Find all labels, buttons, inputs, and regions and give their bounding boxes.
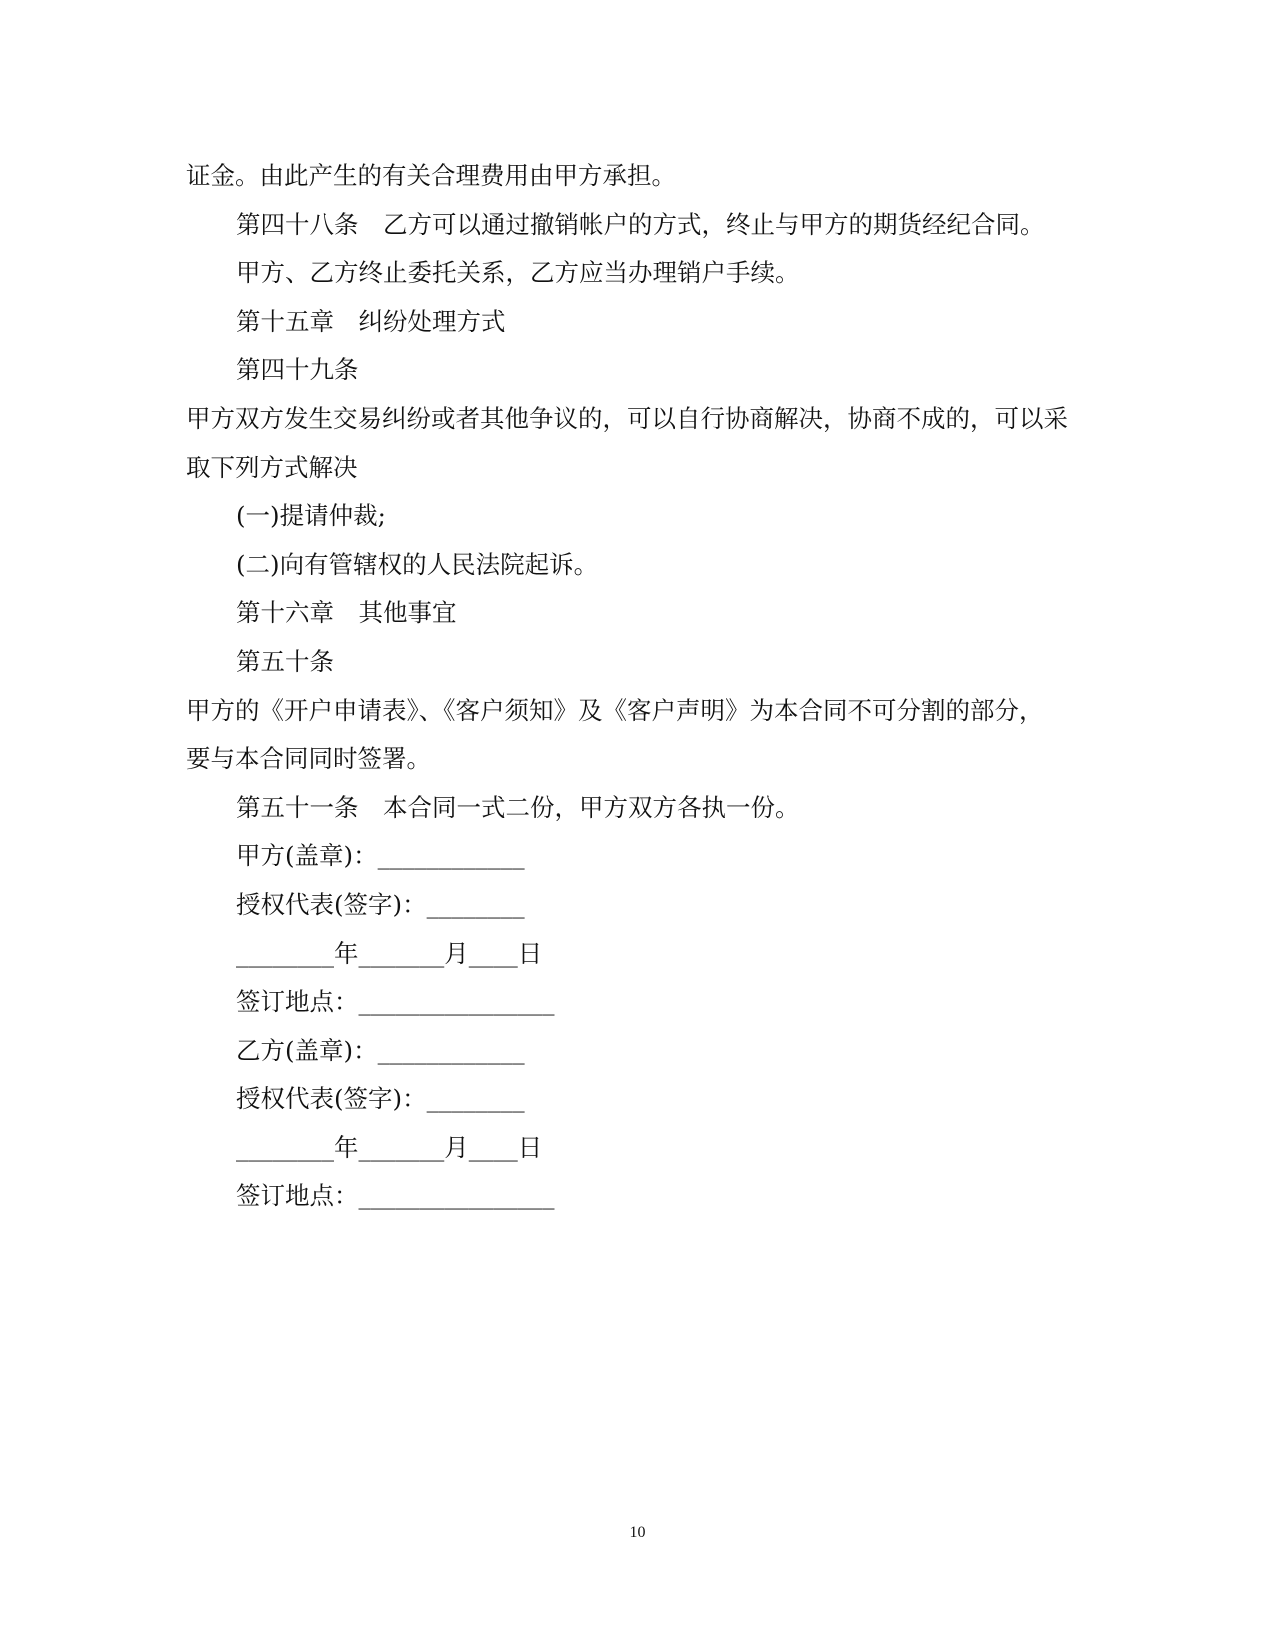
party-b-location-line: 签订地点：________________ xyxy=(236,1181,555,1211)
document-body xyxy=(186,152,1106,1221)
party-b-seal-line: 乙方(盖章)：____________ xyxy=(236,1035,525,1065)
text-line-3: 甲方、乙方终止委托关系，乙方应当办理销户手续。 xyxy=(236,258,800,288)
text-line-1: 证金。由此产生的有关合理费用由甲方承担。 xyxy=(186,161,676,190)
chapter-16-heading: 第十六章 其他事宜 xyxy=(236,598,457,628)
text-line-13: 要与本合同同时签署。 xyxy=(186,744,431,774)
list-item-arbitration: (一)提请仲裁; xyxy=(236,501,386,531)
party-b-date-line: ________年_______月____日 xyxy=(236,1132,543,1162)
list-item-court: (二)向有管辖权的人民法院起诉。 xyxy=(236,549,599,579)
party-a-location-line: 签订地点：________________ xyxy=(236,987,555,1017)
party-a-date-line: ________年_______月____日 xyxy=(236,938,543,968)
party-a-representative-line: 授权代表(签字)：________ xyxy=(236,889,525,919)
page-number: 10 xyxy=(629,1524,646,1541)
text-line-6: 甲方双方发生交易纠纷或者其他争议的，可以自行协商解决，协商不成的，可以采 xyxy=(186,403,1068,433)
chapter-15-heading: 第十五章 纠纷处理方式 xyxy=(236,306,506,336)
text-line-12: 甲方的《开户申请表》、《客户须知》及《客户声明》为本合同不可分割的部分， xyxy=(186,695,1044,725)
article-51-text: 第五十一条 本合同一式二份，甲方双方各执一份。 xyxy=(236,792,800,822)
party-a-seal-line: 甲方(盖章)：____________ xyxy=(236,841,525,871)
article-50-heading: 第五十条 xyxy=(236,646,334,676)
text-line-7: 取下列方式解决 xyxy=(186,452,358,482)
article-49-heading: 第四十九条 xyxy=(236,355,359,385)
text-line-2: 第四十八条 乙方可以通过撤销帐户的方式，终止与甲方的期货经纪合同。 xyxy=(236,209,1045,239)
party-b-representative-line: 授权代表(签字)：________ xyxy=(236,1084,525,1114)
